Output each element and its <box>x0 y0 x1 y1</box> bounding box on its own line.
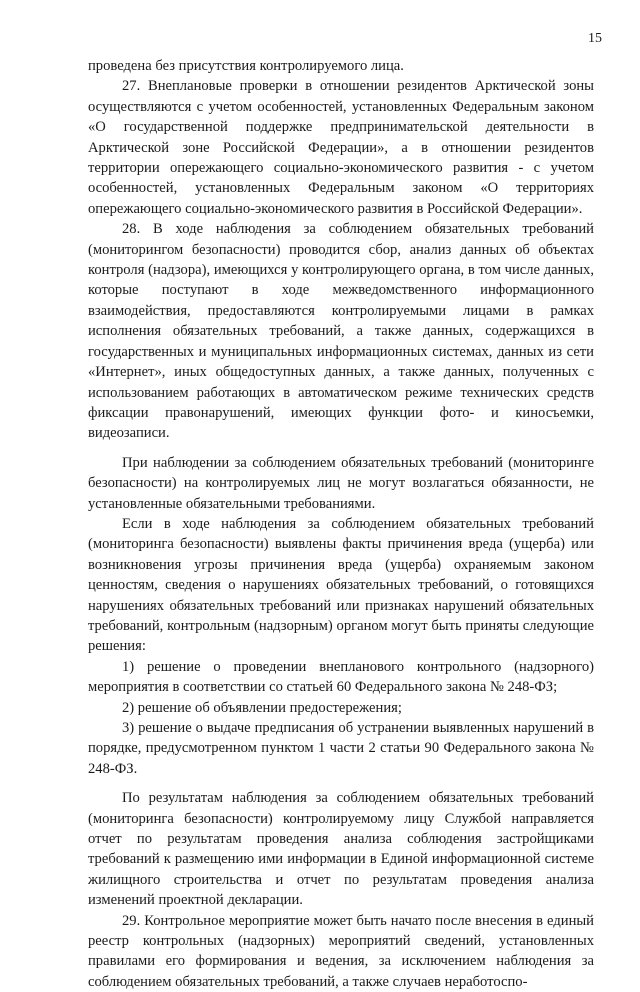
paragraph-29: 29. Контрольное мероприятие может быть начато после внесения в единый реестр контрольных (надзорных) мероприятий сведений, установленных правилами его формирования и ведения, за исключением наблюдения за соблюдением обязательных требований, а также случаев неработоспо- <box>88 912 594 990</box>
paragraph-continuation: проведена без присутствия контролируемого лица. <box>88 58 404 74</box>
page-number: 15 <box>588 31 602 46</box>
paragraph-monitoring-obligations: При наблюдении за соблюдением обязательных требований (мониторинге безопасности) на контролируемых лиц не могут возлагаться обязанности, не установленные обязательными требованиями. <box>88 454 594 512</box>
paragraph-monitoring-report: По результатам наблюдения за соблюдением обязательных требований (мониторинга безопасности) контролируемому лицу Службой направляется отчет по результатам проведения анализа соблюдения застройщиками требований к размещению ими информации в Единой информационной системе жилищного строительства и отчет по результатам проведения анализа изменений проектной декларации. <box>88 790 594 909</box>
list-item-decision-1: 1) решение о проведении внепланового контрольного (надзорного) мероприятия в соответствии со статьей 60 Федерального закона № 248-ФЗ; <box>88 658 594 696</box>
document-body <box>88 56 594 992</box>
list-item-decision-2: 2) решение об объявлении предостережения; <box>122 699 402 716</box>
paragraph-27: 27. Внеплановые проверки в отношении резидентов Арктической зоны осуществляются с учетом особенностей, установленных Федеральным законом «О государственной поддержке предпринимательской деятельности в Арктической зоне Российской Федерации», а в отношении резидентов территории опережающего социально-экономического развития - с учетом особенностей, установленных Федеральным законом «О территориях опережающего социально-экономического развития в Российской Федерации». <box>88 78 594 217</box>
list-item-decision-3: 3) решение о выдаче предписания об устранении выявленных нарушений в порядке, предусмотренном пунктом 1 части 2 статьи 90 Федерального закона № 248-ФЗ. <box>88 720 594 777</box>
paragraph-monitoring-decisions: Если в ходе наблюдения за соблюдением обязательных требований (мониторинга безопасности) выявлены факты причинения вреда (ущерба) или возникновения угрозы причинения вреда (ущерба) охраняемым законом ценностям, сведения о нарушениях обязательных требований, о готовящихся нарушениях обязательных требований или признаках нарушений обязательных требований, контрольным (надзорным) органом могут быть приняты следующие решения: <box>88 515 594 655</box>
paragraph-28: 28. В ходе наблюдения за соблюдением обязательных требований (мониторингом безопасности) проводится сбор, анализ данных об объектах контроля (надзора), имеющихся у контролирующего органа, в том числе данных, которые поступают в ходе межведомственного информационного взаимодействия, предоставляются контролируемыми лицами в рамках исполнения обязательных требований, а также данных, содержащихся в государственных и муниципальных информационных системах, данных из сети «Интернет», иных общедоступных данных, а также данных, полученных с использованием работающих в автоматическом режиме технических средств фиксации правонарушений, имеющих функции фото- и киносъемки, видеозаписи. <box>88 221 594 442</box>
